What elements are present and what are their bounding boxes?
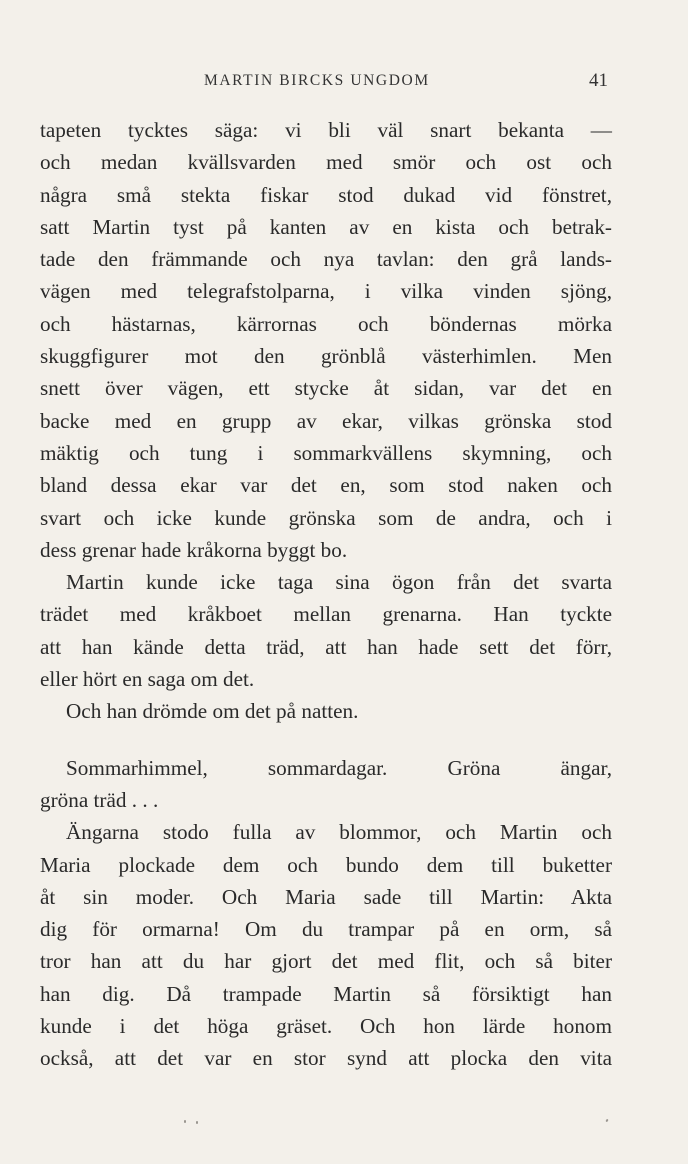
print-specks — [0, 1118, 688, 1130]
print-speck — [184, 1120, 186, 1123]
text-line: och medan kvällsvarden med smör och ost och — [40, 150, 612, 175]
text-line: Och han drömde om det på natten. — [66, 699, 359, 724]
text-line: tade den främmande och nya tavlan: den grå lands- — [40, 247, 612, 272]
text-line: några små stekta fiskar stod dukad vid fönstret, — [40, 182, 612, 207]
text-line: skuggfigurer mot den grönblå västerhimlen. Men — [40, 344, 612, 369]
text-line: Maria plockade dem och bundo dem till buketter — [40, 852, 612, 877]
text-line: bland dessa ekar var det en, som stod naken och — [40, 473, 612, 498]
body-text — [40, 114, 612, 1075]
text-line: svart och icke kunde grönska som de andra, och i — [40, 505, 612, 530]
text-line: snett över vägen, ett stycke åt sidan, var det en — [40, 376, 612, 401]
text-line: tror han att du har gjort det med flit, och så biter — [40, 949, 612, 974]
text-line: Martin kunde icke taga sina ögon från det svarta — [66, 570, 612, 595]
section-break — [40, 728, 612, 752]
text-line: backe med en grupp av ekar, vilkas grönska stod — [40, 408, 612, 433]
text-line: och hästarnas, kärrornas och böndernas mörka — [40, 311, 612, 336]
text-line: dig för ormarna! Om du trampar på en orm, så — [40, 917, 612, 942]
text-line: satt Martin tyst på kanten av en kista och betrak- — [40, 214, 612, 239]
text-line: tapeten tycktes säga: vi bli väl snart bekanta — — [40, 118, 612, 142]
text-line: dess grenar hade kråkorna byggt bo. — [40, 537, 348, 562]
print-speck — [196, 1121, 198, 1124]
text-line: gröna träd . . . — [40, 787, 159, 812]
text-line: Sommarhimmel, sommardagar. Gröna ängar, — [66, 755, 612, 780]
text-line: att han kände detta träd, att han hade sett det förr, — [40, 634, 612, 659]
print-speck — [605, 1119, 608, 1123]
page-number: 41 — [589, 70, 608, 91]
text-line: åt sin moder. Och Maria sade till Martin: Akta — [40, 884, 612, 909]
text-line: kunde i det höga gräset. Och hon lärde honom — [40, 1014, 612, 1039]
text-line: eller hört en saga om det. — [40, 667, 255, 692]
text-line: vägen med telegrafstolparna, i vilka vinden sjöng, — [40, 279, 612, 304]
text-line: Ängarna stodo fulla av blommor, och Martin och — [66, 820, 612, 845]
text-line: också, att det var en stor synd att plocka den vita — [40, 1046, 612, 1071]
text-line: mäktig och tung i sommarkvällens skymning, och — [40, 440, 612, 465]
running-title: MARTIN BIRCKS UNGDOM — [204, 72, 430, 89]
page-header — [40, 72, 610, 94]
text-line: han dig. Då trampade Martin så försiktigt han — [40, 981, 612, 1006]
text-line: trädet med kråkboet mellan grenarna. Han tyckte — [40, 602, 612, 627]
